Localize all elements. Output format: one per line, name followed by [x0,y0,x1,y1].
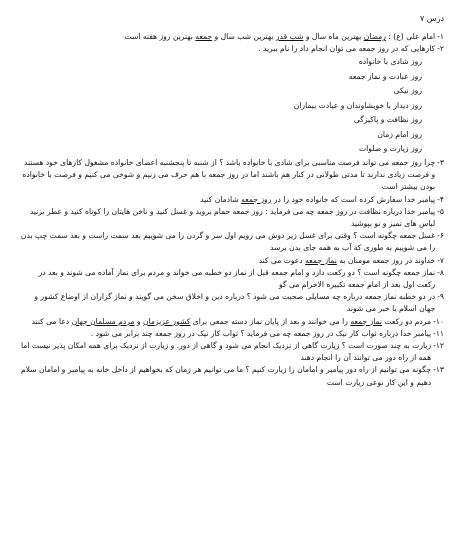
activities-list [20,55,444,157]
list-item-9 [20,291,444,315]
item-number: ۱- [437,32,444,41]
item-number: ۸- [437,267,444,277]
item-text: زیارت به چند صورت است ؟ زیارت گاهی از نزدیک انجام می شود و گاهی از دور. و زیارت از نزدیک برای همه امکان پذیر نیست اما همه از راه دور می توانند آن را انجام دهند [20,340,432,363]
item-text: غسل جمعه چگونه است ؟ وقتی برای غسل زیر دوش می رویم اول سر و گردن را می شوییم بعد سمت راست و بعد سمت چپ بدن را می شوییم به طوری که آب به همه جای بدن برسد [20,231,436,253]
item-number: ۱۳- [433,365,444,375]
list-item-2 [20,43,444,55]
item-number: ۹- [437,292,444,302]
activity-item: روز زیارت و صلوات [359,144,422,154]
list-item-10 [20,316,444,328]
list-item-11 [20,328,444,340]
item-number: ۳- [437,157,444,167]
item-number: ۷- [437,255,444,265]
list-item-1 [20,31,444,43]
list-item-4 [20,194,444,206]
item-text: پیامبر خدا درباره ثواب کار نیک در روز جمعه چه می فرماید ؟ ثواب کار نیک در روز جمعه چند برابر می شود . [90,328,432,338]
item-number: ۱۲- [433,340,444,350]
item-text: پیامبر خدا سفارش کرده است که خانواده خود را در روز جمعه شادمان کنید [200,194,436,204]
lesson-title: درس ۷ [419,14,444,23]
list-item-5 [20,206,444,230]
item-text: نماز جمعه چگونه است ؟ دو رکعت دارد و امام جمعه قبل از نماز دو خطبه می خواند و مردم برای نماز آماده می شوند و بعد در رکعت اول بعد از امام جمعه تکبیره الاحرام می گو [38,267,436,289]
item-number: ۵- [437,206,444,216]
list-item-13 [20,364,444,388]
activity-item: روز دیدار با خویشاوندان و عیادت بیماران [293,100,422,110]
item-number: ۱۰- [433,316,444,326]
item-number: ۲- [437,44,444,54]
item-number: ۱۱- [433,328,444,338]
item-number: ۶- [437,231,444,241]
item-number: ۴- [437,194,444,204]
activity-item: روز امام زمان [377,129,422,139]
item-text: امام علی (ع) : رمضان بهترین ماه سال و شب قدر بهترین شب سال و جمعه بهترین روز هفته است [124,32,436,41]
item-text: پیامبر خدا درباره نظافت در روز جمعه چه می فرماید : روز جمعه حمام بروید و غسل کنید و ناخن هایتان را کوتاه کنید و عطر بزنید لباس های تمیز و نو بپوشید [29,206,436,228]
item-text: چگونه می توانیم از راه دور پیامبر و امامان را زیارت کنیم ؟ ما می توانیم هر زمان که بخواهیم از داخل خانه به پیامبر و امامان سلام دهیم و این کار نوعی زیارت است [20,365,432,387]
activity-item: روز نظافت و پاکیزگی [353,115,422,125]
activity-item: روز شادی با خانواده [358,57,422,67]
item-text: در دو خطبه نماز جمعه درباره چه مسایلی صحبت می شود ؟ درباره دین و اخلاق سخن می گویند و نماز گزاران از اوضاع کشور و جهان اسلام با خبر می شوند [34,292,436,314]
item-text: خداوند در روز جمعه مومنان به نماز جمعه دعوت می کند [258,255,436,265]
list-item-6 [20,230,444,254]
list-item-12 [20,340,444,364]
list-item-7 [20,255,444,267]
list-item-3 [20,157,444,194]
activity-item: روز عبادت و نماز جمعه [348,71,422,81]
activity-item: روز نیکی [393,86,422,96]
list-item-8 [20,267,444,291]
item-text: کارهایی که در روز جمعه می توان انجام داد را نام ببرید . [258,44,436,54]
item-text: مردم دو رکعت نماز جمعه را می خوانند و بعد از پایان نماز دسته جمعی برای کشور عزیزمان و مردم مسلمان جهان دعا می کنند [31,316,432,326]
item-text: چرا روز جمعه می تواند فرصت مناسبی برای شادی با خانواده باشد ؟ از شنبه تا پنجشنبه اعضای خانواده مشغول کارهای خود هستند و فرصت زیادی ندارند تا مدتی طولانی در کنار هم باشند اما در روز جمعه با هم حرف می زنیم و شوخی می کنیم و فرصت با خانواده بودن بیشتر است [22,157,436,192]
